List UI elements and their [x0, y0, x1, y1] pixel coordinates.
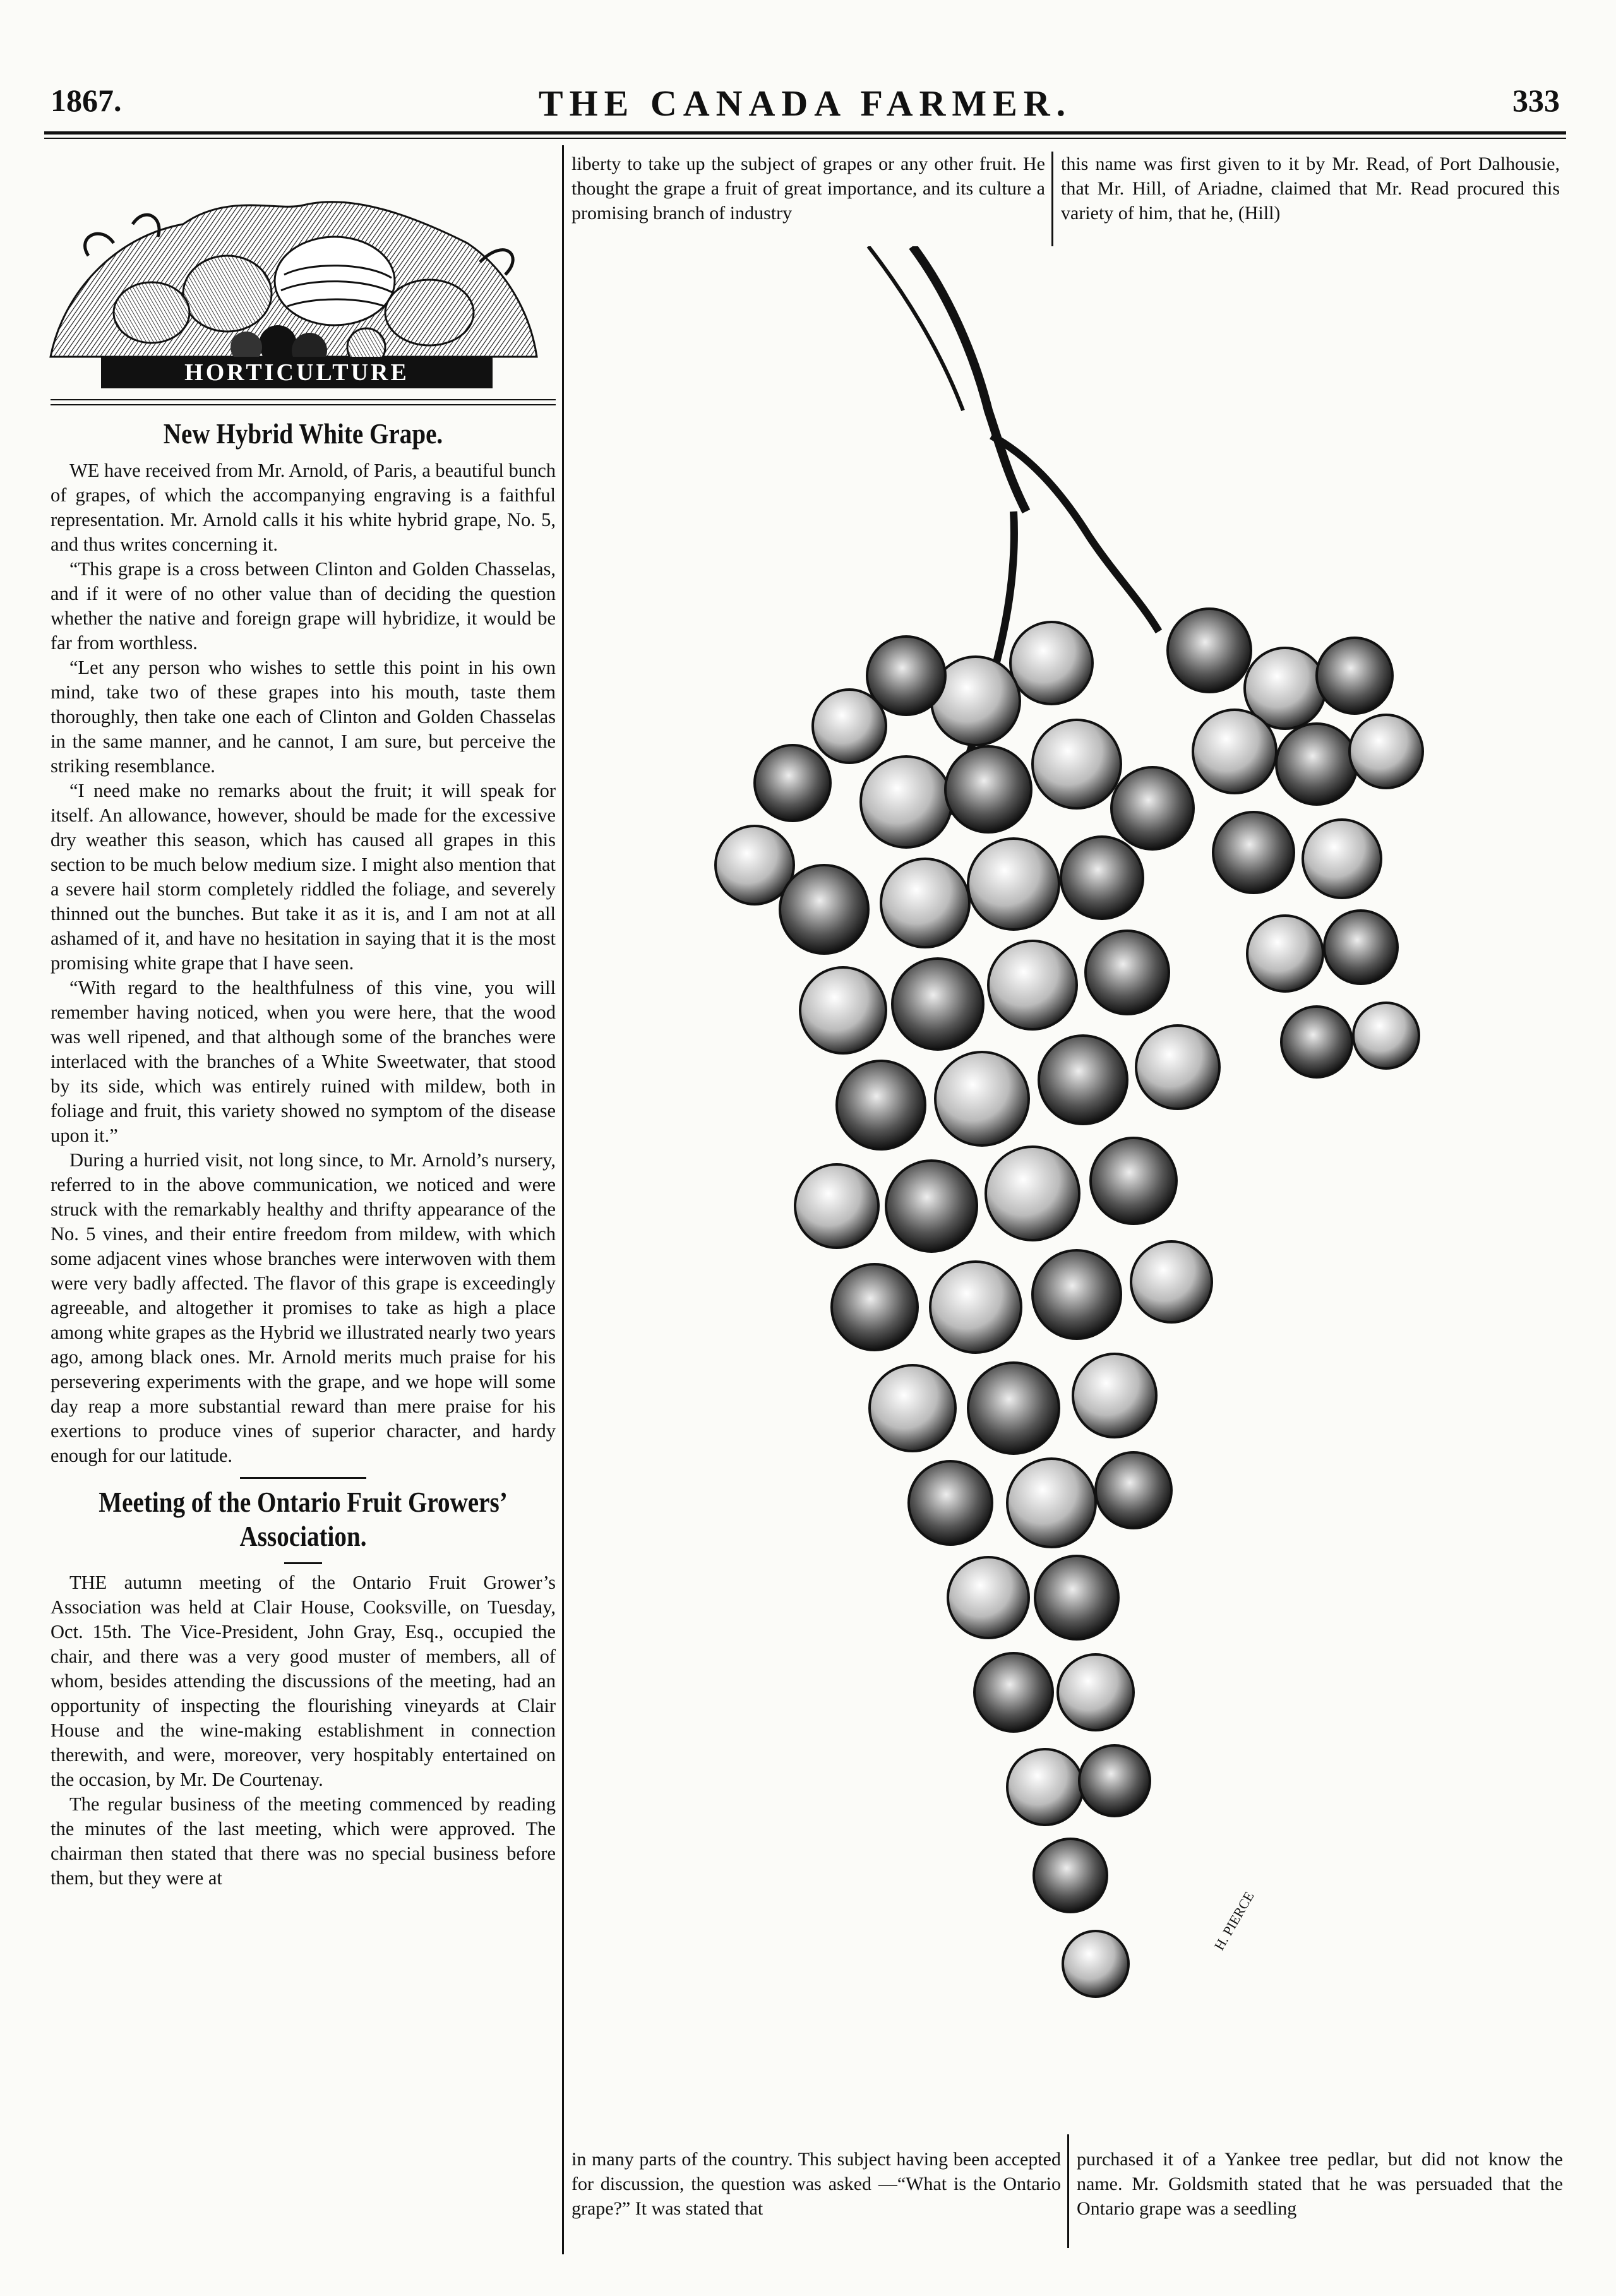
paragraph: During a hurried visit, not long since, to Mr. Arnold’s nursery, referred to in the above communication, we noticed and were struck with the remarkably healthy and thrifty appearance of the No. 5 vines, and their entire freedom from mildew, with which some adjacent vines whose branches were interwoven with them were very badly affected. The flavor of this grape is exceedingly agreeable, and altogether it promises to take as high a place among white grapes as the Hybrid we illustrated nearly two years ago, among black ones. Mr. Arnold merits much praise for his persevering experiments with the grape, and we hope will some day reap a more substantial reward than mere praise for his exertions to produce vines of superior character, and hardy enough for our latitude.	[51, 1149, 556, 1466]
bottom-middle-text: in many parts of the country. This subject having been accepted for discussion, the question was asked —“What is the Ontario grape?” It was stated that	[572, 2149, 1061, 2219]
paragraph: THE autumn meeting of the Ontario Fruit Grower’s Association was held at Clair House, Cooksville, on Tuesday, Oct. 15th. The Vice-President, John Gray, Esq., occupied the chair, and there was a very good muster of members, all of whom, besides attending the discussions of the meeting, had an opportunity of inspecting the flourishing vineyards at Clair House and the wine-making establishment in connection therewith, and were, moreover, very hospitably entertained on the occasion, by Mr. De Courtenay.	[51, 1572, 556, 1790]
paragraph: “This grape is a cross between Clinton and Golden Chasselas, and if it were of no other value than of deciding the question whether the native and foreign grape will hybridize, it would be far from worthless.	[51, 558, 556, 654]
paragraph: “With regard to the healthfulness of this vine, you will remember having noticed, when you were here, that the wood was well ripened, and that although some of the branches were interlaced with the branches of a White Sweetwater, that stood by its side, which was entirely ruined with mildew, both in foliage and fruit, this variety showed no symptom of the disease upon it.”	[51, 977, 556, 1146]
left-column	[51, 417, 556, 1891]
bottom-right-text: purchased it of a Yankee tree pedlar, but did not know the name. Mr. Goldsmith stated that he was persuaded that the Ontario grape was a seedling	[1077, 2149, 1563, 2219]
grape-illustration	[572, 246, 1569, 2128]
paragraph: The regular business of the meeting commenced by reading the minutes of the last meeting, which were approved. The chairman then stated that there was no special business before them, but they were at	[51, 1793, 556, 1889]
column-rule-bottom-middle	[1067, 2134, 1069, 2248]
article-body-fruit-growers	[51, 1570, 556, 1891]
header-page-number: 333	[1512, 83, 1560, 118]
paragraph: “Let any person who wishes to settle this point in his own mind, take two of these grapes into his mouth, taste them thoroughly, then take one each of Clinton and Golden Chasselas in the same manner, and he cannot, I am sure, but perceive the striking resemblance.	[51, 657, 556, 777]
top-middle-text: liberty to take up the subject of grapes or any other fruit. He thought the grape a fruit of great importance, and its culture a promising branch of industry	[572, 153, 1045, 224]
column-rule-left	[562, 145, 564, 2254]
masthead-rule-2	[51, 404, 556, 405]
article-title-hybrid-grape: New Hybrid White Grape.	[163, 417, 443, 450]
header-rule	[44, 131, 1566, 135]
masthead-engraving	[38, 167, 543, 395]
header-title: THE CANADA FARMER.	[538, 83, 1072, 124]
masthead-rule	[51, 399, 556, 400]
engraver-signature: H. PIERCE	[1211, 1889, 1257, 1953]
top-right-text: this name was first given to it by Mr. Read, of Port Dalhousie, that Mr. Hill, of Ariadne, claimed that Mr. Read procured this variety of him, that he, (Hill)	[1061, 153, 1560, 224]
ornament-divider	[240, 1477, 366, 1479]
header-rule-thin	[44, 138, 1566, 139]
page-header	[51, 82, 1560, 126]
article-title-fruit-growers: Meeting of the Ontario Fruit Growers’ Association.	[99, 1486, 508, 1552]
header-year: 1867.	[51, 83, 122, 118]
column-rule-top-middle	[1051, 152, 1053, 246]
horticulture-masthead	[38, 167, 543, 395]
masthead-label: HORTICULTURE	[184, 359, 409, 386]
short-divider	[284, 1562, 322, 1564]
paragraph: WE have received from Mr. Arnold, of Paris, a beautiful bunch of grapes, of which the accompanying engraving is a faithful representation. Mr. Arnold calls it his white hybrid grape, No. 5, and thus writes concerning it.	[51, 460, 556, 555]
grape-bunch-engraving	[572, 246, 1569, 2128]
paragraph: “I need make no remarks about the fruit; it will speak for itself. An allowance, however, should be made for the excessive dry weather this season, which has caused all grapes in this section to be much below medium size. I might also mention that a severe hail storm completely riddled the foliage, and severely thinned out the bunches. But take it as it is, and I am not at all ashamed of it, and have no hesitation in saying that it is the most promising white grape that I have seen.	[51, 780, 556, 974]
article-body-hybrid-grape	[51, 458, 556, 1468]
